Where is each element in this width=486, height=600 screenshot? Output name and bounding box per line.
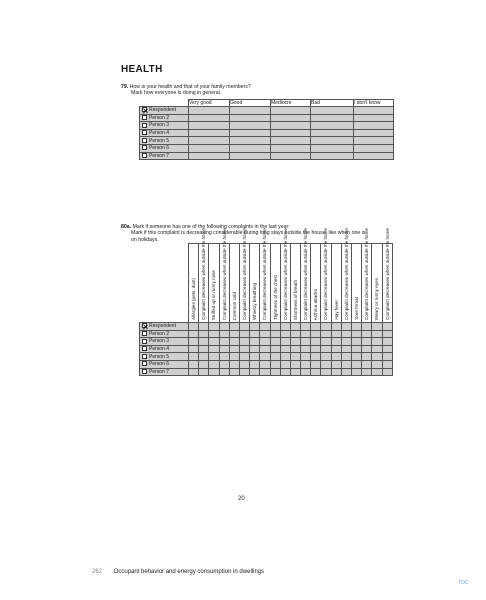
- complaint-answer-cell[interactable]: [362, 345, 372, 353]
- column-header: Very good: [189, 100, 230, 107]
- complaint-answer-cell[interactable]: [199, 338, 209, 346]
- complaint-answer-cell[interactable]: [290, 338, 300, 346]
- health-answer-cell[interactable]: [230, 152, 271, 160]
- row-checkbox[interactable]: [142, 107, 147, 112]
- complaint-label: Wheezy breathing: [252, 282, 258, 320]
- complaint-answer-cell[interactable]: [199, 353, 209, 361]
- complaint-answer-cell[interactable]: [362, 330, 372, 338]
- complaint-answer-cell[interactable]: [321, 345, 331, 353]
- complaint-answer-cell[interactable]: [372, 338, 382, 346]
- health-answer-cell[interactable]: [271, 122, 311, 130]
- complaint-answer-cell[interactable]: [260, 360, 270, 368]
- row-label-text: Person 5: [149, 137, 170, 144]
- complaint-answer-cell[interactable]: [270, 338, 280, 346]
- table-row: [140, 360, 393, 368]
- complaint-answer-cell[interactable]: [209, 338, 219, 346]
- complaint-answer-cell[interactable]: [341, 360, 351, 368]
- complaint-answer-cell[interactable]: [280, 360, 290, 368]
- complaint-answer-cell[interactable]: [270, 345, 280, 353]
- complaint-answer-cell[interactable]: [239, 360, 249, 368]
- complaint-answer-cell[interactable]: [301, 323, 311, 331]
- complaint-label: Complaint decreases when outside the home: [201, 228, 207, 320]
- complaint-answer-cell[interactable]: [189, 338, 199, 346]
- row-label: [140, 107, 189, 115]
- question-text: How is your health and that of your family members?: [129, 84, 251, 90]
- complaint-answer-cell[interactable]: [229, 353, 239, 361]
- complaint-answer-cell[interactable]: [352, 368, 362, 376]
- row-checkbox[interactable]: [142, 145, 147, 150]
- complaint-answer-cell[interactable]: [280, 330, 290, 338]
- row-label: [140, 129, 189, 137]
- row-checkbox[interactable]: [142, 153, 147, 158]
- row-label-text: Respondent: [149, 107, 176, 114]
- health-answer-cell[interactable]: [189, 122, 230, 130]
- complaint-answer-cell[interactable]: [321, 353, 331, 361]
- row-label-text: Person 3: [149, 122, 170, 129]
- complaint-answer-cell[interactable]: [209, 323, 219, 331]
- complaint-answer-cell[interactable]: [352, 323, 362, 331]
- health-answer-cell[interactable]: [311, 129, 354, 137]
- row-label-text: Respondent: [149, 323, 176, 330]
- health-answer-cell[interactable]: [311, 152, 354, 160]
- health-answer-cell[interactable]: [230, 122, 271, 130]
- health-answer-cell[interactable]: [354, 137, 394, 145]
- question-instruction-cont: on holidays.: [131, 236, 159, 243]
- complaint-label: Hay fever: [333, 300, 339, 320]
- row-label: [140, 368, 189, 376]
- complaint-answer-cell[interactable]: [219, 345, 229, 353]
- table-row: [140, 368, 393, 376]
- complaint-answer-cell[interactable]: [341, 345, 351, 353]
- table-row: [140, 353, 393, 361]
- complaint-label: Weary or runny eyes: [374, 277, 380, 320]
- complaint-column-header: [372, 244, 382, 323]
- complaint-answer-cell[interactable]: [382, 368, 392, 376]
- complaint-answer-cell[interactable]: [372, 330, 382, 338]
- health-answer-cell[interactable]: [354, 107, 394, 115]
- table-row: [140, 129, 394, 137]
- complaint-answer-cell[interactable]: [280, 338, 290, 346]
- complaint-answer-cell[interactable]: [250, 330, 260, 338]
- health-answer-cell[interactable]: [230, 107, 271, 115]
- complaint-answer-cell[interactable]: [199, 360, 209, 368]
- health-answer-cell[interactable]: [311, 107, 354, 115]
- footer-page-number: 262: [92, 569, 103, 575]
- complaint-answer-cell[interactable]: [311, 353, 321, 361]
- table-row: [140, 137, 394, 145]
- complaint-column-header: [331, 244, 341, 323]
- question-number: 80a.: [121, 224, 132, 230]
- table-row: [140, 330, 393, 338]
- complaint-answer-cell[interactable]: [382, 353, 392, 361]
- complaint-column-header: [209, 244, 219, 323]
- complaint-answer-cell[interactable]: [311, 323, 321, 331]
- table-row: [140, 107, 394, 115]
- row-checkbox[interactable]: [142, 130, 147, 135]
- row-checkbox[interactable]: [142, 354, 147, 359]
- health-answer-cell[interactable]: [189, 144, 230, 152]
- row-label-text: Person 6: [149, 145, 170, 152]
- complaint-column-header: [362, 228, 372, 323]
- health-answer-cell[interactable]: [354, 144, 394, 152]
- row-label: [140, 144, 189, 152]
- table-row: [140, 152, 394, 160]
- complaint-answer-cell[interactable]: [311, 330, 321, 338]
- row-label-text: Person 4: [149, 130, 170, 137]
- complaint-answer-cell[interactable]: [260, 330, 270, 338]
- complaint-answer-cell[interactable]: [189, 353, 199, 361]
- health-answer-cell[interactable]: [311, 144, 354, 152]
- complaint-answer-cell[interactable]: [352, 353, 362, 361]
- row-checkbox[interactable]: [142, 138, 147, 143]
- complaint-answer-cell[interactable]: [199, 323, 209, 331]
- row-label: [140, 345, 189, 353]
- complaint-answer-cell[interactable]: [260, 338, 270, 346]
- complaint-answer-cell[interactable]: [382, 360, 392, 368]
- complaint-answer-cell[interactable]: [352, 338, 362, 346]
- row-label: [140, 323, 189, 331]
- health-answer-cell[interactable]: [271, 107, 311, 115]
- complaint-answer-cell[interactable]: [250, 353, 260, 361]
- complaint-answer-cell[interactable]: [229, 330, 239, 338]
- page-footer: [92, 569, 264, 575]
- complaint-answer-cell[interactable]: [250, 345, 260, 353]
- complaint-answer-cell[interactable]: [372, 323, 382, 331]
- complaint-label: Complaint decreases when outside the home: [241, 228, 247, 320]
- complaint-answer-cell[interactable]: [270, 353, 280, 361]
- complaint-label: Complaint decreases when outside the home: [323, 228, 329, 320]
- complaint-answer-cell[interactable]: [362, 353, 372, 361]
- complaint-answer-cell[interactable]: [301, 338, 311, 346]
- page-number: 20: [238, 496, 245, 502]
- question-instruction: Mark how everyone is doing in general.: [131, 90, 222, 97]
- table-row: [140, 345, 393, 353]
- complaint-answer-cell[interactable]: [331, 353, 341, 361]
- complaint-answer-cell[interactable]: [331, 368, 341, 376]
- complaint-answer-cell[interactable]: [341, 338, 351, 346]
- complaint-answer-cell[interactable]: [311, 360, 321, 368]
- complaint-answer-cell[interactable]: [321, 368, 331, 376]
- complaint-column-header: [321, 228, 331, 323]
- complaint-column-header: [270, 244, 280, 323]
- row-label: [140, 122, 189, 130]
- complaint-answer-cell[interactable]: [250, 323, 260, 331]
- question-79: [121, 84, 421, 97]
- complaint-answer-cell[interactable]: [341, 368, 351, 376]
- complaint-label: Tightness of the chest: [272, 275, 278, 320]
- row-label-text: Person 5: [149, 353, 170, 360]
- complaint-answer-cell[interactable]: [219, 338, 229, 346]
- complaint-answer-cell[interactable]: [270, 330, 280, 338]
- complaint-answer-cell[interactable]: [229, 360, 239, 368]
- column-header: Good: [230, 100, 271, 107]
- complaint-label: Complaint decreases when outside the home: [262, 228, 268, 320]
- complaint-answer-cell[interactable]: [290, 368, 300, 376]
- complaint-answer-cell[interactable]: [301, 345, 311, 353]
- complaint-answer-cell[interactable]: [382, 323, 392, 331]
- complaint-column-header: [260, 228, 270, 323]
- health-answer-cell[interactable]: [271, 152, 311, 160]
- complaint-answer-cell[interactable]: [362, 323, 372, 331]
- complaint-label: Asthma attacks: [313, 288, 319, 320]
- column-header: I don't know: [354, 100, 394, 107]
- complaint-answer-cell[interactable]: [362, 360, 372, 368]
- health-answer-cell[interactable]: [189, 152, 230, 160]
- row-checkbox[interactable]: [142, 369, 147, 374]
- complaint-answer-cell[interactable]: [362, 338, 372, 346]
- health-answer-cell[interactable]: [311, 114, 354, 122]
- row-label-text: Person 4: [149, 346, 170, 353]
- complaint-answer-cell[interactable]: [260, 323, 270, 331]
- complaint-label: Complaint decreases when outside the home: [343, 228, 349, 320]
- complaint-column-header: [341, 228, 351, 323]
- health-answer-cell[interactable]: [230, 137, 271, 145]
- complaint-answer-cell[interactable]: [382, 338, 392, 346]
- health-answer-cell[interactable]: [230, 114, 271, 122]
- row-label-text: Person 2: [149, 114, 170, 121]
- complaint-answer-cell[interactable]: [209, 353, 219, 361]
- row-label: [140, 360, 189, 368]
- complaint-column-header: [280, 228, 290, 323]
- health-answer-cell[interactable]: [189, 114, 230, 122]
- complaint-answer-cell[interactable]: [209, 345, 219, 353]
- complaint-answer-cell[interactable]: [382, 345, 392, 353]
- row-checkbox[interactable]: [142, 331, 147, 336]
- complaint-answer-cell[interactable]: [219, 368, 229, 376]
- complaint-column-header: [311, 244, 321, 323]
- complaint-answer-cell[interactable]: [189, 330, 199, 338]
- column-header: Bad: [311, 100, 354, 107]
- complaint-answer-cell[interactable]: [321, 360, 331, 368]
- complaint-answer-cell[interactable]: [311, 368, 321, 376]
- complaint-answer-cell[interactable]: [189, 323, 199, 331]
- complaint-answer-cell[interactable]: [260, 368, 270, 376]
- complaint-answer-cell[interactable]: [382, 330, 392, 338]
- complaint-answer-cell[interactable]: [372, 345, 382, 353]
- complaint-answer-cell[interactable]: [331, 338, 341, 346]
- complaint-answer-cell[interactable]: [280, 345, 290, 353]
- row-label: [140, 114, 189, 122]
- complaint-answer-cell[interactable]: [270, 368, 280, 376]
- complaint-answer-cell[interactable]: [239, 353, 249, 361]
- row-label: [140, 152, 189, 160]
- row-label-text: Person 2: [149, 330, 170, 337]
- complaint-column-header: [239, 228, 249, 323]
- row-label: [140, 330, 189, 338]
- complaint-answer-cell[interactable]: [229, 345, 239, 353]
- health-answer-cell[interactable]: [354, 152, 394, 160]
- complaint-column-header: [250, 244, 260, 323]
- row-checkbox[interactable]: [142, 346, 147, 351]
- complaint-answer-cell[interactable]: [229, 323, 239, 331]
- complaint-answer-cell[interactable]: [239, 338, 249, 346]
- row-label: [140, 338, 189, 346]
- health-answer-cell[interactable]: [271, 137, 311, 145]
- complaint-answer-cell[interactable]: [341, 323, 351, 331]
- complaint-answer-cell[interactable]: [270, 360, 280, 368]
- health-answer-cell[interactable]: [354, 122, 394, 130]
- complaint-answer-cell[interactable]: [301, 353, 311, 361]
- complaint-answer-cell[interactable]: [301, 360, 311, 368]
- row-label: [140, 353, 189, 361]
- complaint-answer-cell[interactable]: [372, 353, 382, 361]
- complaint-label: Common cold: [231, 291, 237, 320]
- row-label-text: Person 7: [149, 368, 170, 375]
- complaint-answer-cell[interactable]: [290, 323, 300, 331]
- complaint-label: Stuffed up or runny nose: [211, 269, 217, 320]
- complaint-answer-cell[interactable]: [270, 323, 280, 331]
- complaint-answer-cell[interactable]: [189, 368, 199, 376]
- complaint-label: Complaint decreases when outside the home: [282, 228, 288, 320]
- health-answer-cell[interactable]: [189, 107, 230, 115]
- section-title: HEALTH: [121, 64, 163, 75]
- complaint-answer-cell[interactable]: [209, 330, 219, 338]
- table-row: [140, 323, 393, 331]
- complaint-answer-cell[interactable]: [341, 353, 351, 361]
- complaint-answer-cell[interactable]: [199, 330, 209, 338]
- complaint-answer-cell[interactable]: [290, 345, 300, 353]
- health-answer-cell[interactable]: [230, 144, 271, 152]
- complaint-answer-cell[interactable]: [290, 330, 300, 338]
- complaint-answer-cell[interactable]: [331, 360, 341, 368]
- complaint-answer-cell[interactable]: [290, 353, 300, 361]
- toc-link[interactable]: TOC: [458, 580, 469, 586]
- row-label-text: Person 7: [149, 152, 170, 159]
- complaint-answer-cell[interactable]: [260, 353, 270, 361]
- complaint-answer-cell[interactable]: [219, 353, 229, 361]
- footer-text: Occupant behavior and energy consumption in dwellings: [113, 569, 265, 575]
- question-text: Mark if someone has one of the following complaints in the last year:: [132, 224, 290, 230]
- complaint-answer-cell[interactable]: [199, 368, 209, 376]
- row-checkbox[interactable]: [142, 339, 147, 344]
- complaint-answer-cell[interactable]: [352, 345, 362, 353]
- complaint-answer-cell[interactable]: [250, 338, 260, 346]
- complaint-answer-cell[interactable]: [219, 323, 229, 331]
- complaint-answer-cell[interactable]: [250, 368, 260, 376]
- complaint-answer-cell[interactable]: [280, 353, 290, 361]
- health-answer-cell[interactable]: [189, 129, 230, 137]
- complaint-label: Allergies (pets, dust): [191, 278, 196, 320]
- complaint-label: Shortness of breath: [292, 279, 298, 320]
- complaint-answer-cell[interactable]: [260, 345, 270, 353]
- complaint-column-header: [301, 228, 311, 323]
- health-answer-cell[interactable]: [271, 129, 311, 137]
- question-instruction: Mark if this complaint is decreasing considerable during long stays outside the house, like when one is: [131, 230, 366, 237]
- complaint-answer-cell[interactable]: [229, 368, 239, 376]
- row-checkbox[interactable]: [142, 123, 147, 128]
- complaint-answer-cell[interactable]: [250, 360, 260, 368]
- health-answer-cell[interactable]: [230, 129, 271, 137]
- complaint-answer-cell[interactable]: [209, 368, 219, 376]
- complaint-answer-cell[interactable]: [189, 345, 199, 353]
- complaint-answer-cell[interactable]: [290, 360, 300, 368]
- complaint-answer-cell[interactable]: [372, 368, 382, 376]
- complaint-answer-cell[interactable]: [311, 345, 321, 353]
- complaint-column-header: [382, 228, 392, 323]
- complaint-answer-cell[interactable]: [280, 323, 290, 331]
- complaint-answer-cell[interactable]: [321, 330, 331, 338]
- table-row: [140, 122, 394, 130]
- complaint-answer-cell[interactable]: [239, 330, 249, 338]
- complaint-answer-cell[interactable]: [219, 360, 229, 368]
- complaint-answer-cell[interactable]: [331, 330, 341, 338]
- complaint-answer-cell[interactable]: [352, 360, 362, 368]
- health-answer-cell[interactable]: [189, 137, 230, 145]
- complaint-label: Sore throat: [354, 297, 359, 320]
- row-checkbox[interactable]: [142, 323, 147, 328]
- complaint-answer-cell[interactable]: [301, 330, 311, 338]
- table-row: [140, 144, 394, 152]
- health-answer-cell[interactable]: [271, 144, 311, 152]
- column-header: Mediocre: [271, 100, 311, 107]
- health-table: [139, 99, 394, 160]
- health-answer-cell[interactable]: [311, 122, 354, 130]
- complaint-label: Complaint decreases when outside the home: [303, 228, 309, 320]
- complaint-answer-cell[interactable]: [331, 323, 341, 331]
- complaint-answer-cell[interactable]: [219, 330, 229, 338]
- complaint-answer-cell[interactable]: [239, 323, 249, 331]
- health-answer-cell[interactable]: [271, 114, 311, 122]
- table-row: [140, 338, 393, 346]
- complaint-answer-cell[interactable]: [239, 368, 249, 376]
- row-label-text: Person 6: [149, 361, 170, 368]
- row-label-text: Person 3: [149, 338, 170, 345]
- complaint-answer-cell[interactable]: [239, 345, 249, 353]
- complaint-column-header: [229, 244, 239, 323]
- complaint-label: Complaint decreases when outside the home: [221, 228, 227, 320]
- complaint-column-header: [290, 244, 300, 323]
- table-row: [140, 114, 394, 122]
- complaint-answer-cell[interactable]: [321, 338, 331, 346]
- complaint-column-header: [352, 244, 362, 323]
- health-answer-cell[interactable]: [311, 137, 354, 145]
- complaint-answer-cell[interactable]: [280, 368, 290, 376]
- complaint-answer-cell[interactable]: [352, 330, 362, 338]
- complaint-column-header: [219, 228, 229, 323]
- complaint-answer-cell[interactable]: [321, 323, 331, 331]
- complaint-answer-cell[interactable]: [199, 345, 209, 353]
- complaint-answer-cell[interactable]: [372, 360, 382, 368]
- complaint-answer-cell[interactable]: [229, 338, 239, 346]
- complaint-answer-cell[interactable]: [189, 360, 199, 368]
- row-label: [140, 137, 189, 145]
- complaint-answer-cell[interactable]: [341, 330, 351, 338]
- health-answer-cell[interactable]: [354, 114, 394, 122]
- complaint-label: Complaint decreases when outside the home: [384, 228, 390, 320]
- complaint-answer-cell[interactable]: [362, 368, 372, 376]
- complaint-column-header: [189, 244, 199, 323]
- row-checkbox[interactable]: [142, 361, 147, 366]
- row-checkbox[interactable]: [142, 115, 147, 120]
- complaint-answer-cell[interactable]: [209, 360, 219, 368]
- health-answer-cell[interactable]: [354, 129, 394, 137]
- complaint-answer-cell[interactable]: [331, 345, 341, 353]
- complaint-answer-cell[interactable]: [311, 338, 321, 346]
- complaint-answer-cell[interactable]: [301, 368, 311, 376]
- complaint-label: Complaint decreases when outside the home: [364, 228, 370, 320]
- question-number: 79.: [121, 84, 129, 90]
- complaint-column-header: [199, 228, 209, 323]
